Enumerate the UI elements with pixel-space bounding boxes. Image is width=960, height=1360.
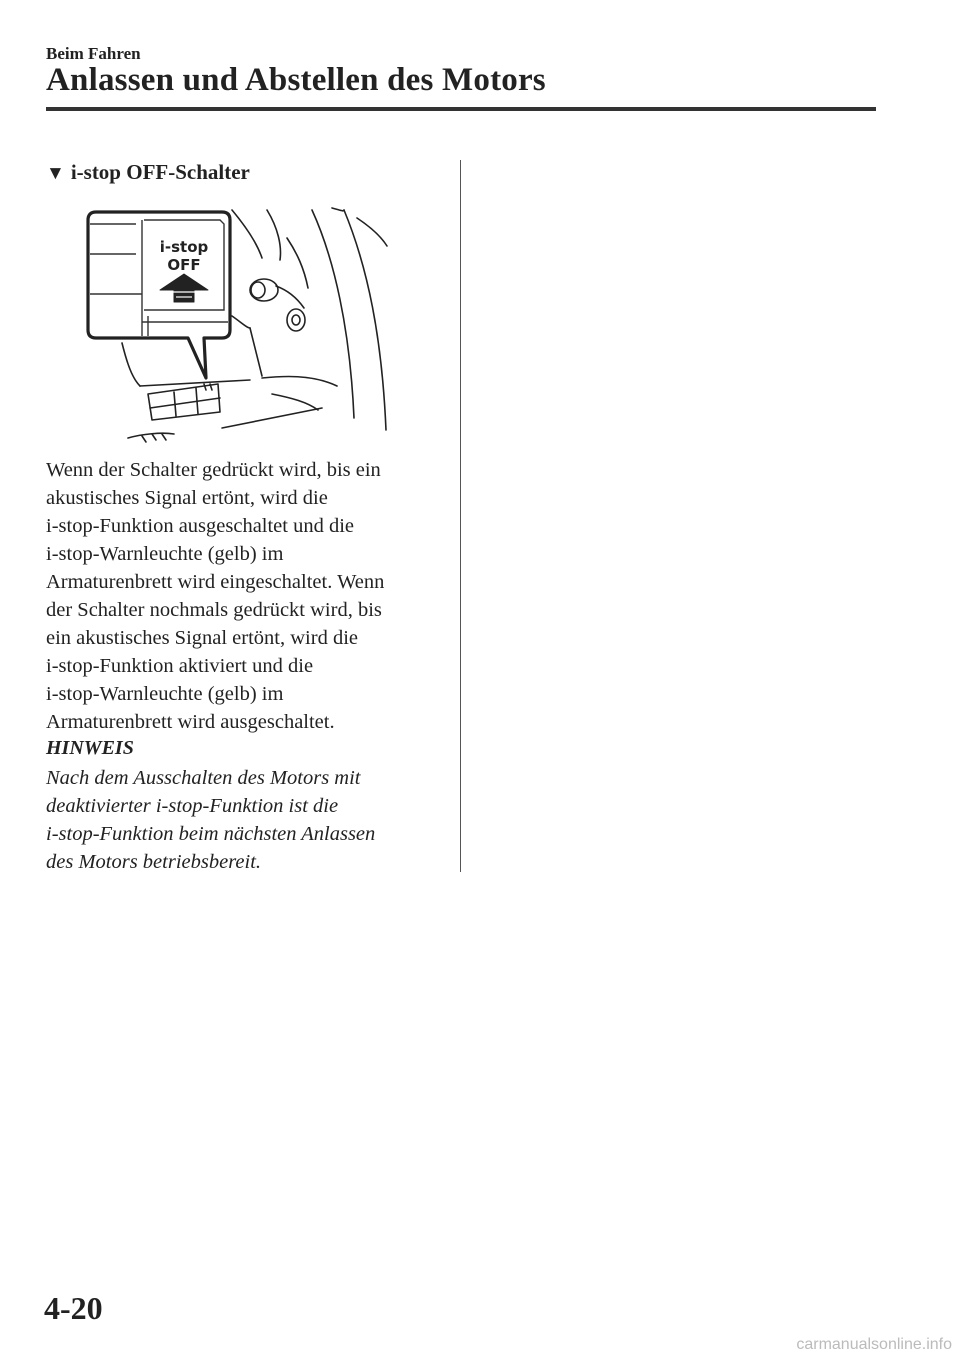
header-rule [46, 107, 876, 111]
body-paragraph [46, 456, 456, 736]
body-line: i-stop-Warnleuchte (gelb) im [46, 683, 284, 705]
page-title: Anlassen und Abstellen des Motors [46, 62, 546, 98]
page-number: 4-20 [44, 1290, 103, 1326]
body-line: ein akustisches Signal ertönt, wird die [46, 627, 358, 649]
watermark: carmanualsonline.info [796, 1336, 952, 1353]
body-line: der Schalter nochmals gedrückt wird, bis [46, 599, 382, 621]
body-line: i-stop-Funktion aktiviert und die [46, 655, 314, 677]
button-label-off: OFF [167, 256, 201, 274]
body-line: akustisches Signal ertönt, wird die [46, 487, 328, 509]
column-divider [460, 160, 461, 872]
triangle-marker-icon: ▼ [46, 163, 65, 184]
body-line: Armaturenbrett wird ausgeschaltet. [46, 711, 335, 733]
body-line: i-stop-Warnleuchte (gelb) im [46, 543, 284, 565]
note-line: des Motors betriebsbereit. [46, 851, 262, 873]
body-line: Wenn der Schalter gedrückt wird, bis ein [46, 459, 381, 481]
note-line: Nach dem Ausschalten des Motors mit [46, 767, 361, 789]
subheading-text: i-stop OFF-Schalter [70, 160, 250, 184]
body-line: i-stop-Funktion ausgeschaltet und die [46, 515, 355, 537]
note-paragraph [46, 764, 456, 876]
note-label: HINWEIS [46, 737, 134, 759]
body-line: Armaturenbrett wird eingeschaltet. Wenn [46, 571, 385, 593]
note-line: i-stop-Funktion beim nächsten Anlassen [46, 823, 376, 845]
istop-switch-illustration [82, 198, 402, 448]
button-label-istop: i-stop [159, 238, 209, 256]
note-line: deaktivierter i-stop-Funktion ist die [46, 795, 339, 817]
subheading [46, 160, 250, 185]
section-label: Beim Fahren [46, 44, 141, 63]
